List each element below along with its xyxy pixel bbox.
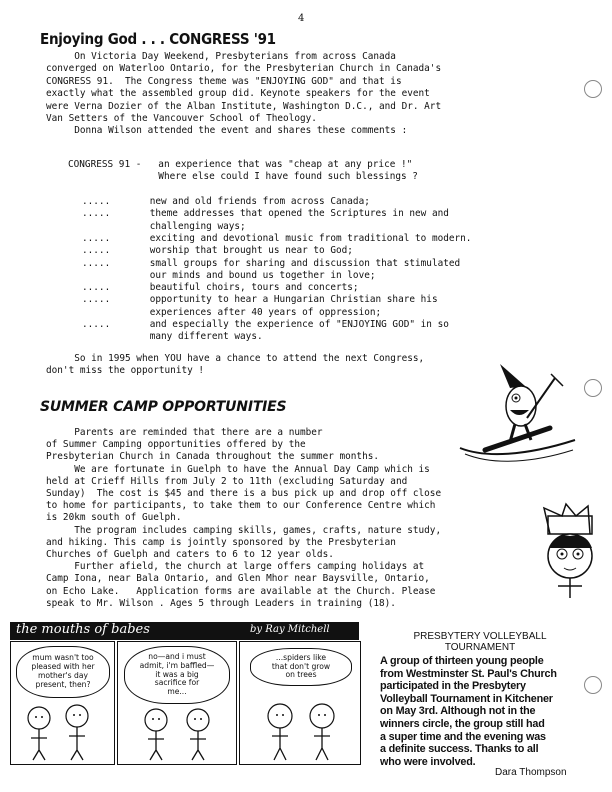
children-drawing [11, 698, 114, 764]
comic-panel-2 [117, 641, 237, 765]
text-line: don't miss the opportunity ! [46, 365, 205, 377]
text-line: Donna Wilson attended the event and shares these comments : [46, 125, 408, 137]
list-item: many different ways. [82, 331, 263, 343]
list-item: ..... exciting and devotional music from traditional to modern. [82, 232, 472, 244]
text-line: to home for participants, to take them to our Conference Centre which [46, 500, 436, 512]
list-item: challenging ways; [82, 220, 246, 232]
summer-camp-title: SUMMER CAMP OPPORTUNITIES [40, 399, 287, 415]
list-item: ..... beautiful choirs, tours and concerts; [82, 282, 359, 294]
congress-article-title: Enjoying God . . . CONGRESS '91 [40, 30, 276, 48]
volleyball-title-line2: TOURNAMENT [444, 642, 516, 653]
text-line: The program includes camping skills, games, crafts, nature study, [46, 524, 442, 536]
binder-hole-middle [584, 379, 602, 397]
volleyball-line: a super time and the evening was [380, 730, 546, 743]
volleyball-line: a definite success. Thanks to all [380, 743, 539, 756]
text-line: Parents are reminded that there are a number [46, 427, 323, 438]
list-item: ..... and especially the experience of "ENJOYING GOD" in so [82, 319, 449, 330]
binder-hole-top [584, 80, 602, 98]
text-line: So in 1995 when YOU have a chance to attend the next Congress, [46, 353, 425, 364]
comic-panel-3 [239, 641, 361, 765]
text-line: Camp Iona, near Bala Ontario, and Glen Mhor near Baysville, Ontario, [46, 573, 430, 585]
text-line: on Echo Lake. Application forms are available at the Church. Please [46, 585, 436, 597]
volleyball-line: participated in the Presbytery [380, 680, 526, 693]
text-line: Van Setters of the Vancouver School of Theology. [46, 113, 317, 124]
text-line: CONGRESS 91 - an experience that was "cheap at any price !" [68, 159, 413, 170]
list-item: experiences after 40 years of oppression; [82, 306, 382, 318]
child-cartoon-illustration [536, 500, 604, 602]
children-drawing [118, 704, 236, 764]
children-drawing [240, 690, 360, 764]
volleyball-line: who were involved. [380, 755, 476, 768]
text-line: and hiking. This camp is jointly sponsored by the Presbyterian [46, 536, 396, 548]
volleyball-title-line1: PRESBYTERY VOLLEYBALL [413, 631, 547, 642]
speech-bubble: mum wasn't too pleased with her mother's day present, then? [16, 646, 110, 698]
text-line: Where else could I have found such blessings ? [68, 171, 418, 183]
volleyball-line: from Westminster St. Paul's Church [380, 667, 557, 680]
volleyball-article [380, 631, 595, 771]
comic-title: the mouths of babes [16, 622, 150, 637]
text-line: CONGRESS 91. The Congress theme was "ENJOYING GOD" and that is [46, 75, 402, 87]
text-line: is 20km south of Guelph. [46, 512, 182, 524]
list-item: ..... worship that brought us near to God; [82, 245, 353, 257]
congress-quote [68, 159, 568, 185]
text-line: of Summer Camping opportunities offered by the [46, 439, 306, 451]
list-item: ..... theme addresses that opened the Scriptures in new and [82, 208, 449, 220]
congress-intro [46, 51, 586, 146]
volleyball-line: Volleyball Tournament in Kitchener [380, 692, 553, 705]
text-line: were Verna Dozier of the Alban Institute, Washington D.C., and Dr. Art [46, 100, 442, 112]
text-line: Presbyterian Church in Canada throughout the summer months. [46, 451, 380, 463]
text-line: Churches of Guelph and caters to 6 to 12 year olds. [46, 549, 334, 560]
text-line: Further afield, the church at large offers camping holidays at [46, 561, 425, 573]
volleyball-line: winners circle, the group still had [380, 718, 545, 730]
comic-panel-1 [10, 641, 115, 765]
comic-byline: by Ray Mitchell [250, 624, 330, 635]
speech-bubble: no—and i must admit, i'm baffled— it was a big sacrifice for me... [124, 646, 230, 704]
comic-title-bar [10, 622, 359, 640]
congress-list [82, 196, 582, 346]
text-line: speak to Mr. Wilson . Ages 5 through Leaders in training (18). [46, 597, 396, 609]
text-line: held at Crieff Hills from July 2 to 11th (excluding Saturday and [46, 475, 408, 487]
text-line: converged on Waterloo Ontario, for the Presbyterian Church in Canada's [46, 63, 442, 75]
text-line: Sunday) The cost is $45 and there is a bus pick up and drop off close [46, 488, 442, 499]
page-number: 4 [298, 13, 305, 24]
list-item: our minds and bound us together in love; [82, 269, 376, 281]
list-item: ..... small groups for sharing and discussion that stimulated [82, 257, 461, 269]
text-line: exactly what the assembled group did. Keynote speakers for the event [46, 88, 430, 100]
volleyball-line: A group of thirteen young people [380, 655, 544, 667]
text-line: On Victoria Day Weekend, Presbyterians from across Canada [46, 51, 396, 62]
speech-bubble: ...spiders like that don't grow on trees [250, 648, 352, 686]
summer-camp-body [46, 427, 586, 612]
list-item: ..... opportunity to hear a Hungarian Christian share his [82, 294, 438, 306]
list-item: ..... new and old friends from across Canada; [82, 196, 370, 207]
volleyball-line: on May 3rd. Although not in the [380, 705, 536, 718]
volleyball-signature: Dara Thompson [495, 767, 567, 778]
text-line: We are fortunate in Guelph to have the Annual Day Camp which is [46, 463, 430, 475]
